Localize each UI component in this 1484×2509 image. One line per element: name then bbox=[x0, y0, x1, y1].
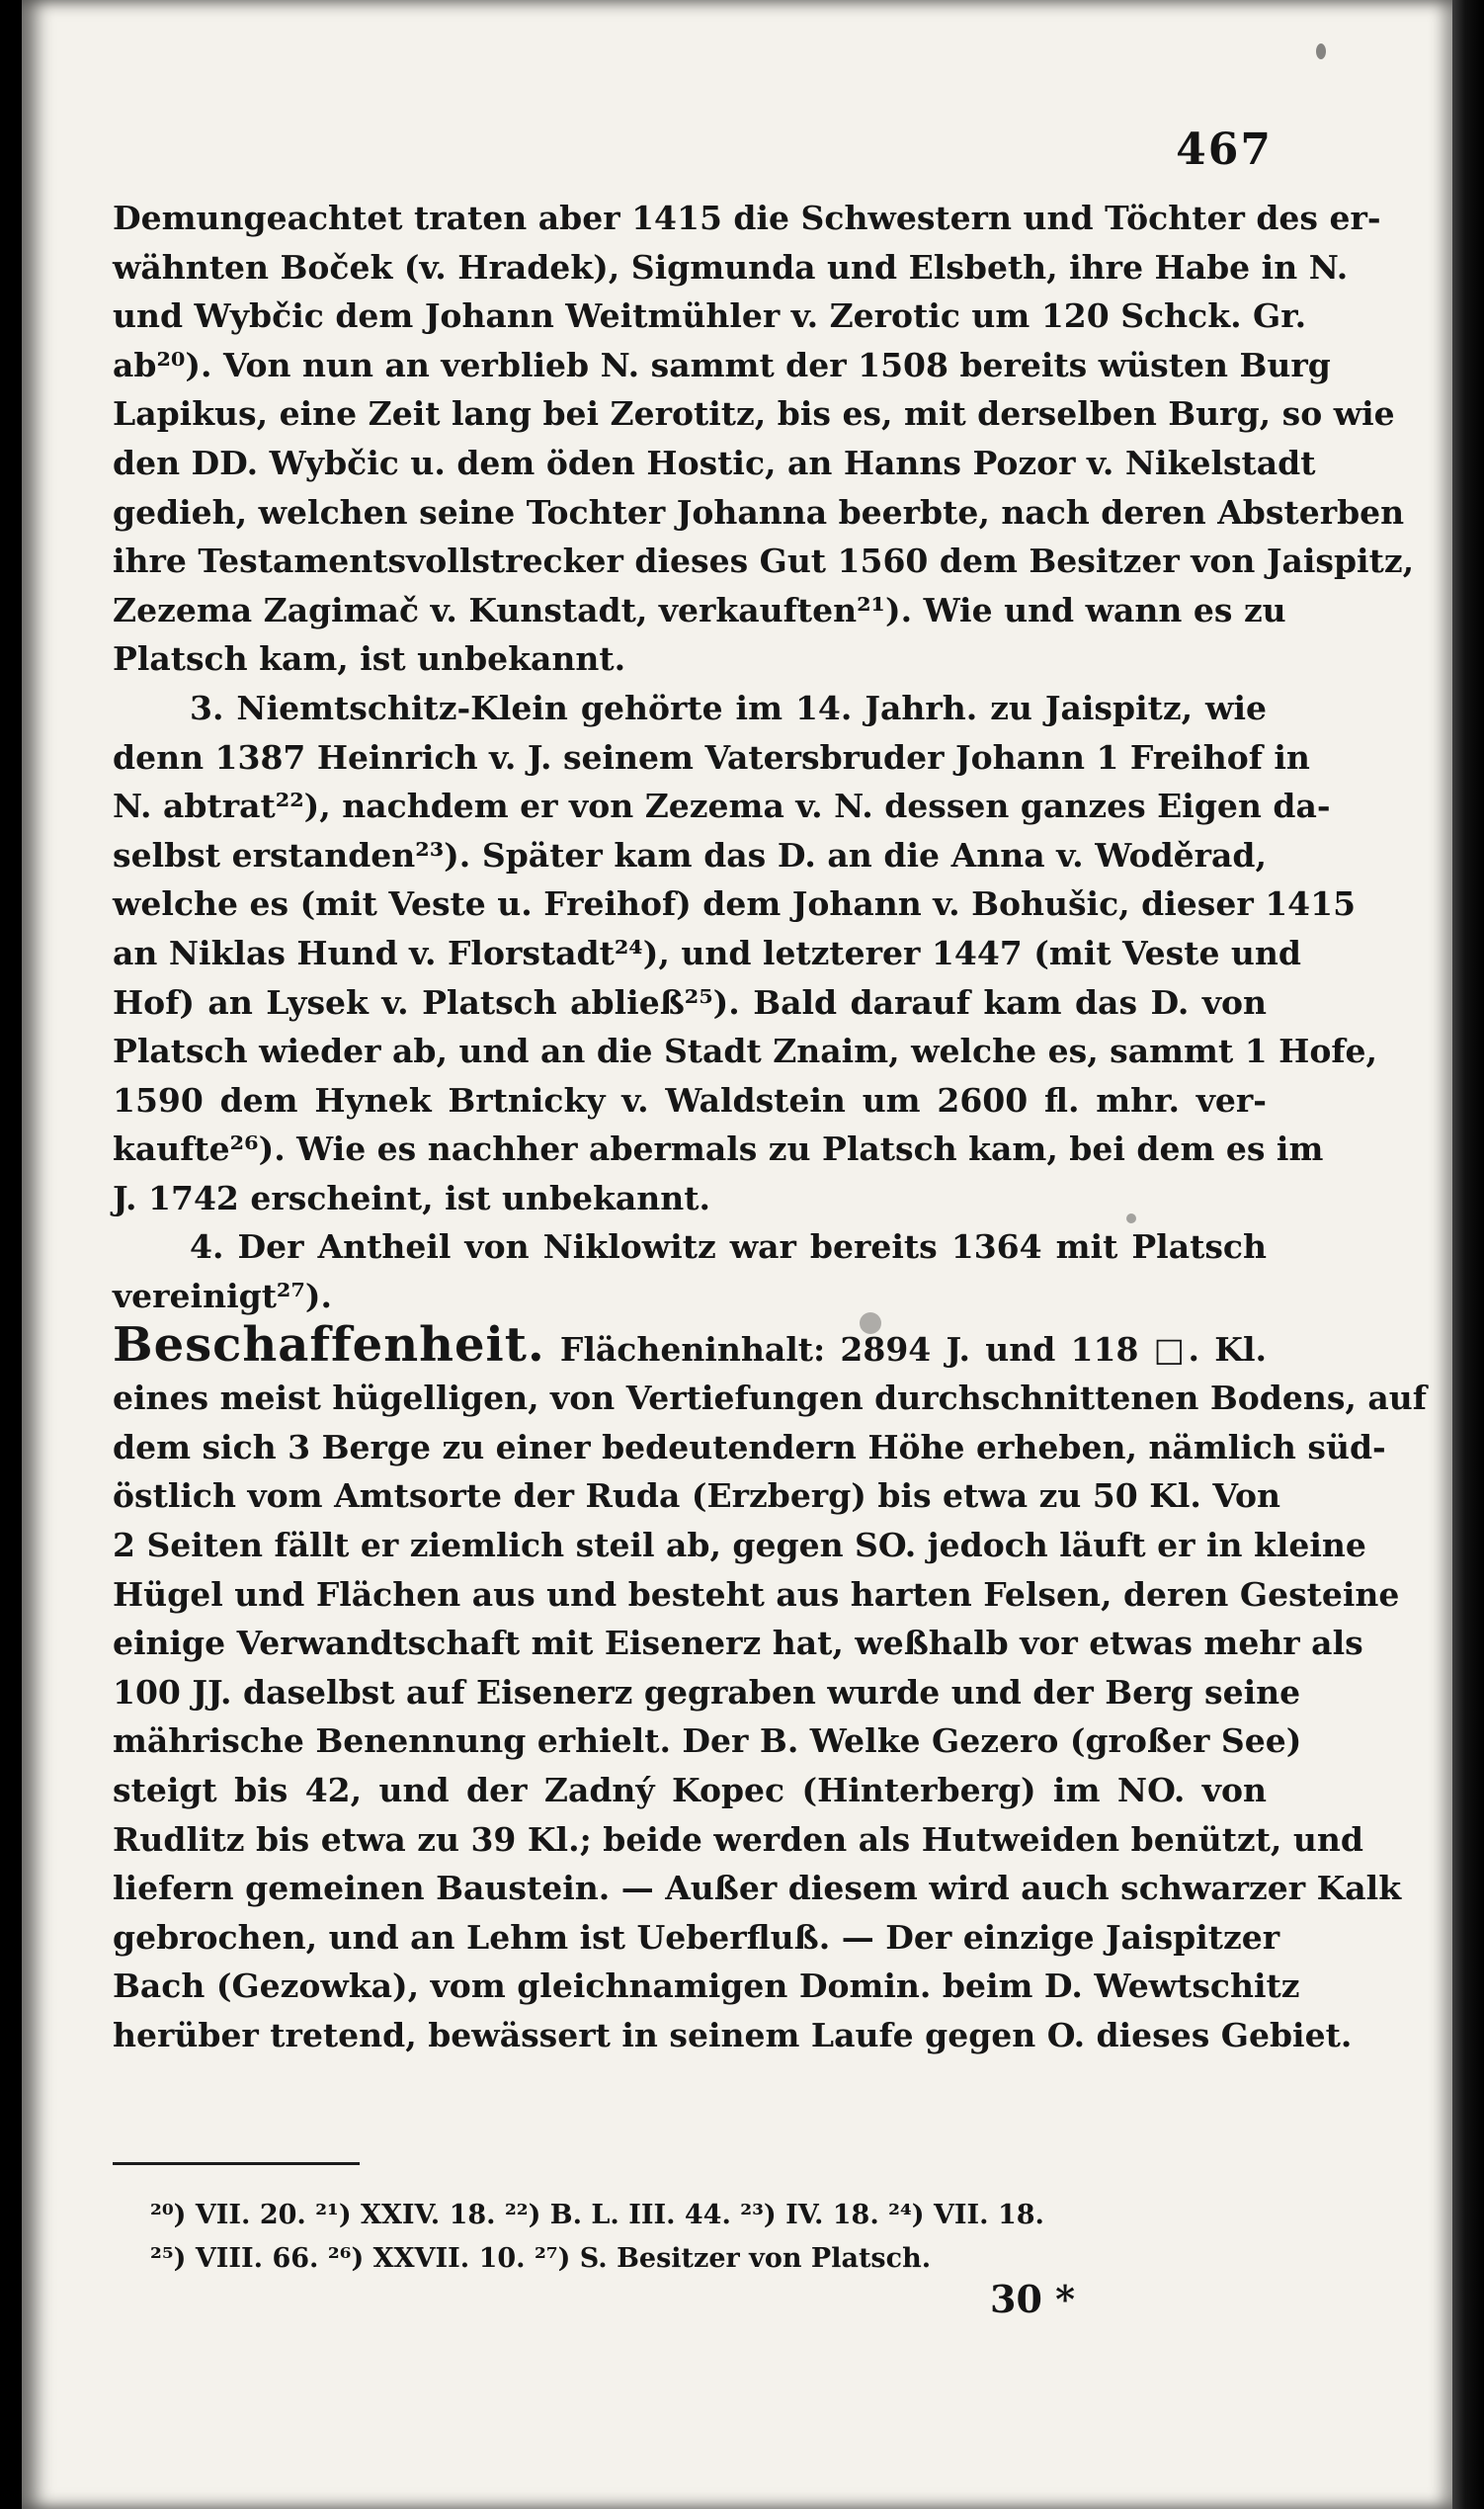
text-line: ab²⁰). Von nun an verblieb N. sammt der 1508 bereits wüsten Burg bbox=[113, 345, 1331, 384]
text-line: einige Verwandtschaft mit Eisenerz hat, weßhalb vor etwas mehr als bbox=[113, 1624, 1363, 1663]
text-line: 100 JJ. daselbst auf Eisenerz gegraben wurde und der Berg seine bbox=[113, 1672, 1301, 1712]
text-line: vereinigt²⁷). bbox=[113, 1277, 332, 1316]
text-line: N. abtrat²²), nachdem er von Zezema v. N. dessen ganzes Eigen da- bbox=[113, 787, 1331, 826]
text-line: 1590 dem Hynek Brtnicky v. Waldstein um 2600 fl. mhr. ver- bbox=[113, 1080, 1267, 1120]
text-line: Hof) an Lysek v. Platsch abließ²⁵). Bald darauf kam das D. von bbox=[113, 982, 1267, 1022]
text-line: an Niklas Hund v. Florstadt²⁴), und letzterer 1447 (mit Veste und bbox=[113, 933, 1301, 972]
text-line: eines meist hügelligen, von Vertiefungen durchschnittenen Bodens, auf bbox=[113, 1379, 1427, 1418]
text-line: Demungeachtet traten aber 1415 die Schwestern und Töchter des er- bbox=[113, 199, 1381, 237]
page-number: 467 bbox=[1176, 125, 1273, 175]
text-line: J. 1742 erscheint, ist unbekannt. bbox=[113, 1178, 711, 1217]
text-line: Zezema Zagimač v. Kunstadt, verkauften²¹). Wie und wann es zu bbox=[113, 590, 1286, 629]
text-line: Lapikus, eine Zeit lang bei Zerotitz, bis es, mit derselben Burg, so wie bbox=[113, 394, 1395, 434]
text-line: ihre Testamentsvollstrecker dieses Gut 1560 dem Besitzer von Jaispitz, bbox=[113, 542, 1415, 581]
text-line: selbst erstanden²³). Später kam das D. an die Anna v. Woděrad, bbox=[113, 835, 1267, 875]
text-line: liefern gemeinen Baustein. — Außer diesem wird auch schwarzer Kalk bbox=[113, 1869, 1402, 1908]
text-line: 3. Niemtschitz-Klein gehörte im 14. Jahrh. zu Jaispitz, wie bbox=[190, 688, 1267, 727]
text-line: gedieh, welchen seine Tochter Johanna beerbte, nach deren Absterben bbox=[113, 492, 1405, 532]
text-line: herüber tretend, bewässert in seinem Laufe gegen O. dieses Gebiet. bbox=[113, 2015, 1353, 2054]
text-line: denn 1387 Heinrich v. J. seinem Vatersbruder Johann 1 Freihof in bbox=[113, 737, 1310, 777]
paragraph-4-niklowitz bbox=[113, 1222, 1267, 1320]
footnotes bbox=[150, 2194, 1267, 2281]
text-line: steigt bis 42, und der Zadný Kopec (Hinterberg) im NO. von bbox=[113, 1771, 1267, 1809]
ink-spot bbox=[1126, 1213, 1136, 1223]
printer-signature-mark: 30 * bbox=[990, 2277, 1075, 2321]
text-line: Bach (Gezowka), vom gleichnamigen Domin. beim D. Wewtschitz bbox=[113, 1966, 1300, 2006]
text-line: 4. Der Antheil von Niklowitz war bereits 1364 mit Platsch bbox=[190, 1227, 1267, 1267]
text-line: wähnten Boček (v. Hradek), Sigmunda und Elsbeth, ihre Habe in N. bbox=[113, 247, 1349, 287]
text-line: Platsch kam, ist unbekannt. bbox=[113, 639, 626, 679]
section-first-line bbox=[113, 1316, 1267, 1375]
ink-spot bbox=[1316, 43, 1326, 59]
text-line: Rudlitz bis etwa zu 39 Kl.; beide werden als Hutweiden benützt, und bbox=[113, 1819, 1363, 1859]
footnote-line: ²⁰) VII. 20. ²¹) XXIV. 18. ²²) B. L. III. 44. ²³) IV. 18. ²⁴) VII. 18. bbox=[150, 2200, 1044, 2230]
text-line: gebrochen, und an Lehm ist Ueberfluß. — Der einzige Jaispitzer bbox=[113, 1917, 1280, 1957]
text-line: den DD. Wybčic u. dem öden Hostic, an Hanns Pozor v. Nikelstadt bbox=[113, 443, 1316, 482]
book-spine-shadow bbox=[0, 0, 22, 2509]
body-text bbox=[113, 194, 1427, 2060]
text-line: östlich vom Amtsorte der Ruda (Erzberg) bis etwa zu 50 Kl. Von bbox=[113, 1476, 1280, 1516]
ink-spot bbox=[860, 1312, 881, 1334]
footnote-line: ²⁵) VIII. 66. ²⁶) XXVII. 10. ²⁷) S. Besitzer von Platsch. bbox=[150, 2243, 932, 2274]
paragraph-2-history bbox=[113, 194, 1415, 684]
paragraph-3-niemtschitz bbox=[113, 684, 1378, 1223]
text-line: welche es (mit Veste u. Freihof) dem Johann v. Bohušic, dieser 1415 bbox=[113, 884, 1357, 924]
text-line: dem sich 3 Berge zu einer bedeutendern Höhe erheben, nämlich süd- bbox=[113, 1427, 1386, 1466]
page-edge-shadow bbox=[1452, 0, 1484, 2509]
section-beschaffenheit bbox=[113, 1316, 1427, 2060]
text-line: Platsch wieder ab, und an die Stadt Znaim, welche es, sammt 1 Hofe, bbox=[113, 1032, 1378, 1071]
book-page bbox=[22, 0, 1452, 2509]
section-first-line-text: Flächeninhalt: 2894 J. und 118 □. Kl. bbox=[559, 1329, 1267, 1369]
footnote-divider bbox=[113, 2162, 360, 2165]
text-line: Hügel und Flächen aus und besteht aus harten Felsen, deren Gesteine bbox=[113, 1574, 1400, 1614]
section-heading: Beschaffenheit. bbox=[113, 1316, 545, 1373]
text-line: und Wybčic dem Johann Weitmühler v. Zerotic um 120 Schck. Gr. bbox=[113, 296, 1307, 336]
text-line: 2 Seiten fällt er ziemlich steil ab, gegen SO. jedoch läuft er in kleine bbox=[113, 1526, 1366, 1565]
text-line: kaufte²⁶). Wie es nachher abermals zu Platsch kam, bei dem es im bbox=[113, 1129, 1324, 1169]
text-line: mährische Benennung erhielt. Der B. Welke Gezero (großer See) bbox=[113, 1721, 1302, 1761]
